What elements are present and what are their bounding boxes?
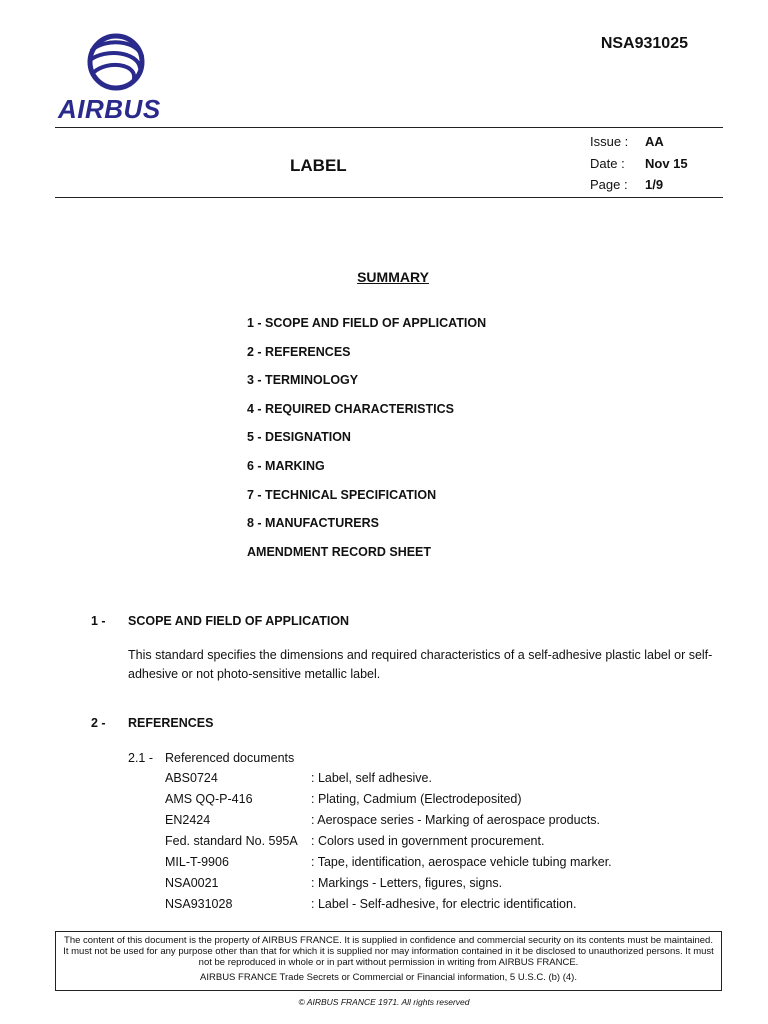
reference-row [165, 834, 612, 855]
issue-value: AA [645, 134, 664, 149]
reference-row [165, 792, 612, 813]
reference-code: AMS QQ-P-416 [165, 792, 253, 806]
reference-code: ABS0724 [165, 771, 218, 785]
reference-row [165, 897, 612, 918]
reference-description: : Label - Self-adhesive, for electric identification. [311, 897, 577, 911]
section-2-number: 2 - [91, 716, 106, 730]
summary-item: AMENDMENT RECORD SHEET [247, 544, 432, 559]
reference-description: : Colors used in government procurement. [311, 834, 545, 848]
reference-list [165, 771, 612, 918]
reference-description: : Markings - Letters, figures, signs. [311, 876, 503, 890]
confidentiality-text: The content of this document is the property of AIRBUS FRANCE. It is supplied in confidence and commercial security on its contents must be maintained. It must not be used for any purpose other than that for which it is supplied nor may information contained in it be disclosed to unauthorized persons. It must not be reproduced in whole or in part without permission in writing from AIRBUS FRANCE. [63, 935, 714, 968]
reference-description: : Aerospace series - Marking of aerospace products. [311, 813, 601, 827]
reference-code: NSA931028 [165, 897, 233, 911]
copyright-line: © AIRBUS FRANCE 1971. All rights reserved [298, 997, 470, 1007]
summary-item: 5 - DESIGNATION [247, 430, 351, 445]
reference-code: EN2424 [165, 813, 211, 827]
summary-item: 6 - MARKING [247, 458, 325, 473]
section-2-title: REFERENCES [128, 716, 214, 730]
section-1-text: This standard specifies the dimensions and required characteristics of a self-adhesive plastic label or self-adhesive or not photo-sensitive metallic label. [128, 648, 713, 681]
confidentiality-notice [55, 931, 722, 991]
document-title: LABEL [290, 156, 347, 175]
date-value: Nov 15 [645, 156, 688, 171]
date-label: Date : [590, 156, 625, 171]
section-1-title: SCOPE AND FIELD OF APPLICATION [128, 614, 350, 628]
reference-row [165, 771, 612, 792]
summary-item: 4 - REQUIRED CHARACTERISTICS [247, 401, 454, 416]
page-value: 1/9 [645, 177, 664, 192]
issue-label: Issue : [590, 134, 629, 149]
summary-list [247, 316, 486, 573]
section-1-number: 1 - [91, 614, 106, 628]
reference-code: NSA0021 [165, 876, 219, 890]
summary-item: 2 - REFERENCES [247, 344, 351, 359]
summary-item: 7 - TECHNICAL SPECIFICATION [247, 487, 437, 502]
reference-row [165, 813, 612, 834]
summary-heading: SUMMARY [357, 269, 429, 285]
document-number: NSA931025 [600, 35, 688, 52]
subsection-2-1-number: 2.1 - [128, 751, 154, 765]
trade-secrets-text: AIRBUS FRANCE Trade Secrets or Commercial or Financial information, 5 U.S.C. (b) (4). [200, 972, 577, 983]
reference-description: : Label, self adhesive. [311, 771, 432, 785]
reference-description: : Tape, identification, aerospace vehicle tubing marker. [311, 855, 612, 869]
subsection-2-1-title: Referenced documents [165, 751, 295, 765]
reference-row [165, 876, 612, 897]
summary-item: 1 - SCOPE AND FIELD OF APPLICATION [247, 316, 487, 330]
summary-item: 8 - MANUFACTURERS [247, 516, 379, 531]
reference-code: Fed. standard No. 595A [165, 834, 298, 848]
header-top-rule [55, 127, 723, 128]
page-label: Page : [590, 177, 628, 192]
reference-row [165, 855, 612, 876]
airbus-wordmark: AIRBUS [58, 94, 161, 124]
header-bottom-rule [55, 197, 723, 198]
summary-item: 3 - TERMINOLOGY [247, 373, 359, 388]
reference-code: MIL-T-9906 [165, 855, 229, 869]
reference-description: : Plating, Cadmium (Electrodeposited) [311, 792, 522, 806]
